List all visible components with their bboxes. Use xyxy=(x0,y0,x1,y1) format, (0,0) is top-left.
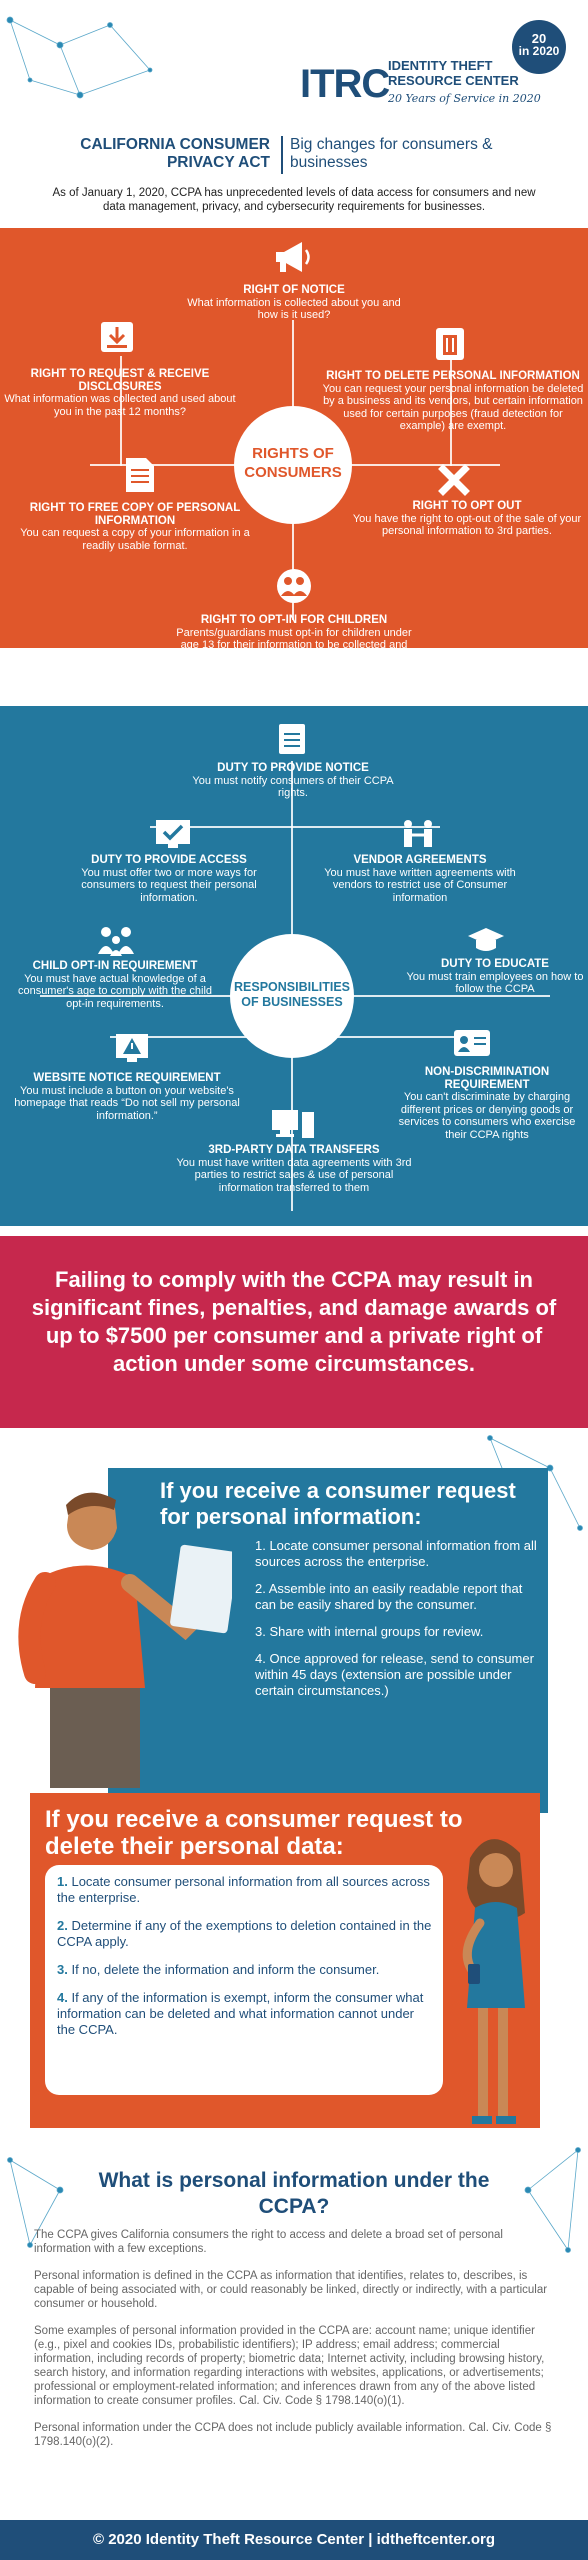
duty-access-title: DUTY TO PROVIDE ACCESS xyxy=(91,854,247,866)
org-name-line2: RESOURCE CENTER xyxy=(388,73,519,88)
responsibilities-center-circle xyxy=(230,934,354,1058)
request-steps-list xyxy=(255,1538,545,1710)
right-to-copy xyxy=(20,502,250,552)
itrc-logo: ITRC xyxy=(300,62,390,106)
delete-step-number: 2. xyxy=(57,1918,68,1933)
request-step: 3. Share with internal groups for review. xyxy=(255,1624,484,1639)
duty-educate-title: DUTY TO EDUCATE xyxy=(441,958,549,970)
penalty-text: Failing to comply with the CCPA may result in significant fines, penalties, and damage awards of up to $7500 per consumer and a private right of action under some circumstances. xyxy=(31,1267,557,1376)
delete-step xyxy=(57,1874,432,1906)
badge-number: 20 xyxy=(531,31,547,46)
delete-step-number: 4. xyxy=(57,1990,68,2005)
document-icon xyxy=(122,456,156,494)
request-step: 1. Locate consumer personal information from all sources across the enterprise. xyxy=(255,1538,537,1569)
delete-step xyxy=(57,1918,432,1950)
personal-info-paragraph: The CCPA gives California consumers the right to access and delete a broad set of personal information with a few exceptions. xyxy=(34,2229,503,2255)
personal-info-title: What is personal information under the CCPA? xyxy=(98,2169,490,2218)
vendor-agreements-title: VENDOR AGREEMENTS xyxy=(353,854,487,866)
personal-info-paragraph: Personal information is defined in the CCPA as information that identifies, relates to, describes, is capable of being associated with, or could reasonably be linked, directly or indirectly, with a particular consumer or household. xyxy=(34,2270,548,2310)
right-to-opt-in-text: Parents/guardians must opt-in for children under age 13 for their information to be collected and shared. Parents/guardians and a child 13-16 must both opt-in. xyxy=(172,626,416,676)
intro-text: As of January 1, 2020, CCPA has unprecedented levels of data access for consumers and new data management, privacy, and cybersecurity requirements for businesses. xyxy=(52,187,536,213)
non-discrimination-requirement xyxy=(390,1066,584,1141)
title-subtitle: Big changes for consumers & businesses xyxy=(290,136,493,171)
megaphone-icon xyxy=(272,238,314,276)
woman-with-phone-icon xyxy=(450,1828,540,2128)
notepad-icon xyxy=(277,720,307,756)
delete-step-text: If any of the information is exempt, inform the consumer what information can be deleted and what information cannot under the CCPA. xyxy=(57,1990,424,2037)
duty-educate xyxy=(404,958,586,996)
connector-line xyxy=(150,826,440,828)
right-to-opt-in-children xyxy=(168,614,420,677)
people-icon xyxy=(274,568,314,604)
delete-step-text: Locate consumer personal information from all sources across the enterprise. xyxy=(57,1874,430,1905)
computer-icon xyxy=(270,1108,316,1140)
delete-step-text: Determine if any of the exemptions to deletion contained in the CCPA apply. xyxy=(57,1918,432,1949)
title-divider xyxy=(281,136,283,174)
right-to-delete-title: RIGHT TO DELETE PERSONAL INFORMATION xyxy=(326,370,580,382)
request-section xyxy=(0,1428,588,2138)
personal-info-paragraph: Some examples of personal information provided in the CCPA are: account name; unique identifier (e.g., pixel and cookies IDs, probabilistic identifiers); IP address; email address; commercial information, including records of property; biometric data; Internet activity, including browsing history, search history, and information regarding interactions with websites, applications, or advertisements; professional or employment-related information; and inferences drawn from any of the above listed information to create consumer profiles. Cal. Civ. Code § 1798.140(o)(1). xyxy=(34,2325,545,2407)
delete-step-number: 1. xyxy=(57,1874,68,1889)
right-to-opt-in-title: RIGHT TO OPT-IN FOR CHILDREN xyxy=(200,614,388,626)
right-of-notice-title: RIGHT OF NOTICE xyxy=(243,284,345,296)
checkmark-screen-icon xyxy=(154,818,192,850)
non-discrimination-text: You can't discriminate by charging different prices or denying goods or services to consumers who exercise their CCPA rights xyxy=(398,1091,576,1141)
child-opt-in-requirement xyxy=(10,960,220,1010)
badge-year: in 2020 xyxy=(518,44,560,58)
id-card-icon xyxy=(452,1028,492,1058)
request-step: 2. Assemble into an easily readable report that can be easily shared by the consumer. xyxy=(255,1581,523,1612)
penalty-banner xyxy=(0,1236,588,1428)
family-icon xyxy=(96,924,136,956)
right-of-notice-text: What information is collected about you and how is it used? xyxy=(187,296,401,321)
download-icon xyxy=(97,320,137,356)
duty-notice-text: You must notify consumers of their CCPA rights. xyxy=(192,774,394,799)
title-ccpa: CALIFORNIA CONSUMER PRIVACY ACT xyxy=(80,136,270,171)
org-name-line1: IDENTITY THEFT xyxy=(388,58,493,73)
delete-step-text: If no, delete the information and inform the consumer. xyxy=(71,1962,380,1977)
tagline: 20 Years of Service in 2020 xyxy=(388,92,541,105)
right-to-request-text: What information was collected and used about you in the past 12 months? xyxy=(4,393,236,418)
non-discrimination-title: NON-DISCRIMINATION REQUIREMENT xyxy=(424,1066,550,1091)
trash-icon xyxy=(432,326,468,362)
third-party-transfers-text: You must have written data agreements with 3rd parties to restrict sales & use of personal information transferred to them xyxy=(176,1156,412,1194)
delete-steps-list xyxy=(57,1874,432,2050)
footer: © 2020 Identity Theft Resource Center | idtheftcenter.org xyxy=(0,2520,588,2560)
vendor-agreements xyxy=(320,854,520,904)
rights-section xyxy=(0,228,588,676)
child-opt-in-text: You must have actual knowledge of a consumer's age to comply with the child opt-in requirements. xyxy=(17,972,213,1010)
right-of-notice xyxy=(180,284,408,322)
duty-access xyxy=(60,854,278,904)
responsibilities-section xyxy=(0,706,588,1226)
right-to-opt-out-text: You have the right to opt-out of the sale of your personal information to 3rd parties. xyxy=(352,512,582,537)
website-notice-text: You must include a button on your website's homepage that reads “Do not sell my personal information.” xyxy=(14,1084,240,1122)
org-name xyxy=(388,58,568,88)
vendor-agreements-text: You must have written agreements with vendors to restrict use of Consumer information xyxy=(324,866,516,904)
right-to-delete xyxy=(322,370,584,433)
request-info-title: If you receive a consumer request for personal information: xyxy=(160,1478,516,1529)
right-to-opt-out xyxy=(350,500,584,538)
delete-step xyxy=(57,1962,432,1978)
right-to-delete-text: You can request your personal information be deleted by a business and its vendors, but certain information used for certain purposes (fraud detection for example) are exempt. xyxy=(322,382,584,432)
delete-step-number: 3. xyxy=(57,1962,68,1977)
duty-access-text: You must offer two or more ways for consumers to request their personal information. xyxy=(81,866,257,904)
rights-center-line1: RIGHTS OF xyxy=(252,445,334,462)
website-notice-title: WEBSITE NOTICE REQUIREMENT xyxy=(33,1072,221,1084)
third-party-data-transfers xyxy=(170,1144,418,1194)
man-with-tablet-icon xyxy=(10,1483,250,1793)
resp-center-line2: OF BUSINESSES xyxy=(241,995,343,1009)
header xyxy=(0,0,588,225)
right-to-request xyxy=(4,368,236,418)
duty-educate-text: You must train employees on how to follow the CCPA xyxy=(406,970,584,995)
graduation-cap-icon xyxy=(466,926,506,954)
request-step: 4. Once approved for release, send to consumer within 45 days (extension are possible under certain circumstances.) xyxy=(255,1651,534,1698)
rights-center-line2: CONSUMERS xyxy=(244,464,342,481)
right-to-copy-text: You can request a copy of your information in a readily usable format. xyxy=(20,527,250,552)
handshake-icon xyxy=(398,818,438,850)
delete-step xyxy=(57,1990,432,2038)
right-to-copy-title: RIGHT TO FREE COPY OF PERSONAL INFORMATION xyxy=(29,502,241,527)
delete-request-title: If you receive a consumer request to delete their personal data: xyxy=(45,1806,463,1860)
personal-info-body xyxy=(34,2228,554,2462)
third-party-transfers-title: 3RD-PARTY DATA TRANSFERS xyxy=(208,1144,380,1156)
personal-info-paragraph: Personal information under the CCPA does not include publicly available information. Cal. Civ. Code § 1798.140(o)(2). xyxy=(34,2422,552,2448)
child-opt-in-title: CHILD OPT-IN REQUIREMENT xyxy=(32,960,198,972)
resp-center-line1: RESPONSIBILITIES xyxy=(234,980,350,994)
duty-notice xyxy=(188,762,398,800)
warning-screen-icon xyxy=(114,1032,150,1064)
network-decoration-icon xyxy=(0,0,200,120)
right-to-request-title: RIGHT TO REQUEST & RECEIVE DISCLOSURES xyxy=(30,368,210,393)
website-notice-requirement xyxy=(14,1072,240,1122)
duty-notice-title: DUTY TO PROVIDE NOTICE xyxy=(217,762,369,774)
x-icon xyxy=(438,464,470,496)
right-to-opt-out-title: RIGHT TO OPT OUT xyxy=(412,500,522,512)
